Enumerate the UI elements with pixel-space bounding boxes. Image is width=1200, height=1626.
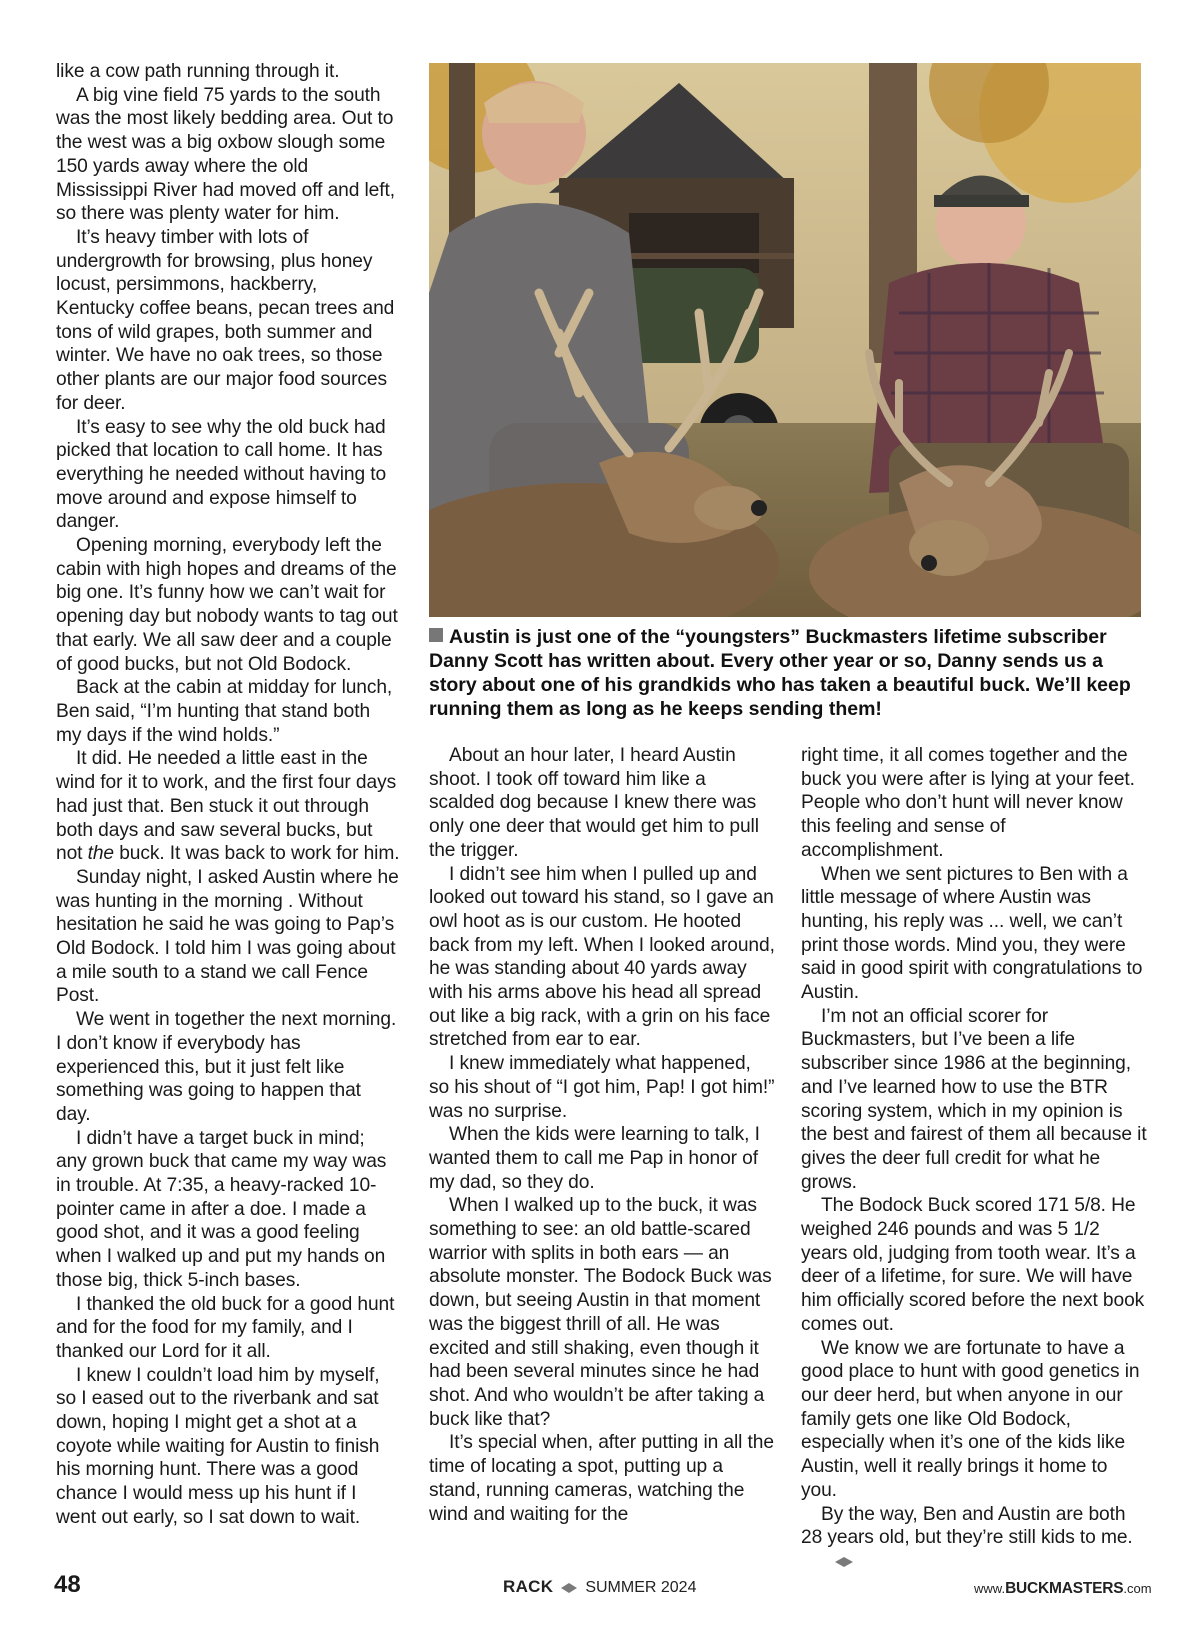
paragraph: [429, 1123, 775, 1194]
issue-date: SUMMER 2024: [585, 1579, 697, 1596]
paragraph-text: I’m not an official scorer for Buckmasters, but I’ve been a life subscriber since 1986 at the beginning, and I’ve learned how to use the BTR scoring system, which in my opinion is the best and fairest of them all because it gives the deer full credit for what he grows.: [801, 1005, 1147, 1193]
footer-website: [974, 1580, 1152, 1598]
paragraph-text: I thanked the old buck for a good hunt and for the food for my family, and I thanked our Lord for it all.: [56, 1293, 395, 1362]
website-suffix: .com: [1123, 1581, 1152, 1596]
paragraph: [56, 1008, 400, 1127]
paragraph: [56, 416, 400, 535]
paragraph-text: I knew I couldn’t load him by myself, so I eased out to the riverbank and sat down, hoping I might get a shot at a coyote while waiting for Austin to finish his morning hunt. There was a good chance I would mess up his hunt if I went out early, so I sat down to wait.: [56, 1364, 380, 1528]
paragraph: [801, 1503, 1147, 1574]
article-column-3: [801, 744, 1147, 1574]
paragraph: [429, 863, 775, 1053]
paragraph: [56, 747, 400, 866]
paragraph: [56, 1127, 400, 1293]
paragraph-text: A big vine field 75 yards to the south was the most likely bedding area. Out to the west was a big oxbow slough some 150 yards away where the old Mississippi River had moved off and left, so there was plenty water for him.: [56, 84, 395, 225]
paragraph-text: I knew immediately what happened, so his shout of “I got him, Pap! I got him!” was no surprise.: [429, 1053, 775, 1122]
paragraph-emphasis: the: [87, 843, 114, 865]
article-column-1: [56, 60, 400, 1530]
paragraph: [801, 744, 1147, 863]
paragraph: [56, 866, 400, 1008]
photo-caption: [429, 625, 1149, 721]
paragraph-text: I didn’t have a target buck in mind; any grown buck that came my way was in trouble. At 7:35, a heavy-racked 10-pointer came in after a doe. I made a good shot, and it was a good feeling when I walked up and put my hands on those big, thick 5-inch bases.: [56, 1127, 387, 1291]
paragraph-text: It did. He needed a little east in the wind for it to work, and the first four days had just that. Ben stuck it out through both days and saw several bucks, but not: [56, 748, 397, 865]
paragraph-text: We know we are fortunate to have a good place to hunt with good genetics in our deer herd, but when anyone in our family gets one like Old Bodock, especially when it’s one of the kids like Austin, well it really brings it home to you.: [801, 1337, 1140, 1501]
paragraph: [56, 534, 400, 676]
paragraph-text: buck. It was back to work for him.: [113, 843, 400, 865]
paragraph-text: Opening morning, everybody left the cabin with high hopes and dreams of the big one. It’s funny how we can’t wait for opening day but nobody wants to tag out that early. We all saw deer and a couple of good bucks, but not Old Bodock.: [56, 535, 398, 675]
paragraph: [801, 1194, 1147, 1336]
paragraph: [56, 676, 400, 747]
paragraph-text: right time, it all comes together and the buck you were after is lying at your feet. People who don’t hunt will never know this feeling and sense of accomplishment.: [801, 745, 1135, 861]
footer-issue: [503, 1577, 696, 1597]
caption-text: Austin is just one of the “youngsters” Buckmasters lifetime subscriber Danny Scott has written about. Every other year or so, Danny sends us a story about one of his grandkids who has taken a beautiful buck. We’ll keep running them as long as he keeps sending them!: [429, 626, 1131, 720]
paragraph-text: I didn’t see him when I pulled up and looked out toward his stand, so I gave an owl hoot as is our custom. He hooted back from my left. When I looked around, he was standing about 40 yards away with his arms above his head all spread out like a big rack, with a grin on his face stretched from ear to ear.: [429, 863, 775, 1051]
paragraph: [801, 1005, 1147, 1195]
paragraph-text: We went in together the next morning. I don’t know if everybody has experienced this, but it just felt like something was going to happen that day.: [56, 1009, 397, 1125]
paragraph-text: Back at the cabin at midday for lunch, Ben said, “I’m hunting that stand both my days if the wind holds.”: [56, 677, 393, 746]
paragraph: [429, 1052, 775, 1123]
paragraph: [429, 1194, 775, 1431]
paragraph-text: When we sent pictures to Ben with a little message of where Austin was hunting, his reply was ... well, we can’t print those words. Mind you, they were said in good spirit with congratulations to Austin.: [801, 863, 1143, 1004]
hunters-with-bucks-photo: [429, 63, 1141, 617]
photo-illustration: [429, 63, 1141, 617]
paragraph-text: The Bodock Buck scored 171 5/8. He weighed 246 pounds and was 5 1/2 years old, judging from tooth wear. It’s a deer of a lifetime, for sure. We will have him officially scored before the next book comes out.: [801, 1195, 1145, 1335]
end-diamond-icon: [835, 1557, 853, 1567]
caption-square-icon: [429, 628, 443, 642]
paragraph-text: When the kids were learning to talk, I wanted them to call me Pap in honor of my dad, so they do.: [429, 1124, 760, 1193]
website-name: BUCKMASTERS: [1005, 1580, 1124, 1597]
paragraph: [56, 1364, 400, 1530]
paragraph-text: like a cow path running through it.: [56, 61, 340, 82]
paragraph: [429, 744, 775, 863]
website-prefix: www.: [974, 1581, 1006, 1596]
paragraph-text: By the way, Ben and Austin are both 28 years old, but they’re still kids to me.: [801, 1503, 1133, 1549]
diamond-icon: [561, 1583, 577, 1593]
paragraph: [56, 1293, 400, 1364]
paragraph: [429, 1431, 775, 1526]
paragraph-text: It’s heavy timber with lots of undergrowth for browsing, plus honey locust, persimmons, hackberry, Kentucky coffee beans, pecan trees and tons of wild grapes, both summer and winter. We have no oak trees, so those other plants are our major food sources for deer.: [56, 226, 395, 414]
article-column-2: [429, 744, 775, 1526]
magazine-name: RACK: [503, 1577, 554, 1596]
paragraph-text: When I walked up to the buck, it was something to see: an old battle-scared warrior with splits in both ears — an absolute monster. The Bodock Buck was down, but seeing Austin in that moment was the biggest thrill of all. He was excited and still shaking, even though it had been several minutes since he had shot. And who wouldn’t be after taking a buck like that?: [429, 1195, 772, 1430]
paragraph-text: It’s easy to see why the old buck had picked that location to call home. It has everything he needed without having to move around and expose himself to danger.: [56, 416, 387, 533]
paragraph: [56, 226, 400, 416]
paragraph-text: It’s special when, after putting in all the time of locating a spot, putting up a stand, running cameras, watching the wind and waiting for the: [429, 1432, 774, 1525]
paragraph-text: Sunday night, I asked Austin where he was hunting in the morning . Without hesitation he said he was going to Pap’s Old Bodock. I told him I was going about a mile south to a stand we call Fence Post.: [56, 866, 399, 1007]
page-number: 48: [54, 1571, 81, 1598]
paragraph: [801, 1337, 1147, 1503]
paragraph: [56, 60, 400, 84]
paragraph: [801, 863, 1147, 1005]
paragraph: [56, 84, 400, 226]
paragraph-text: About an hour later, I heard Austin shoot. I took off toward him like a scalded dog because I knew there was only one deer that would get him to pull the trigger.: [429, 745, 759, 861]
